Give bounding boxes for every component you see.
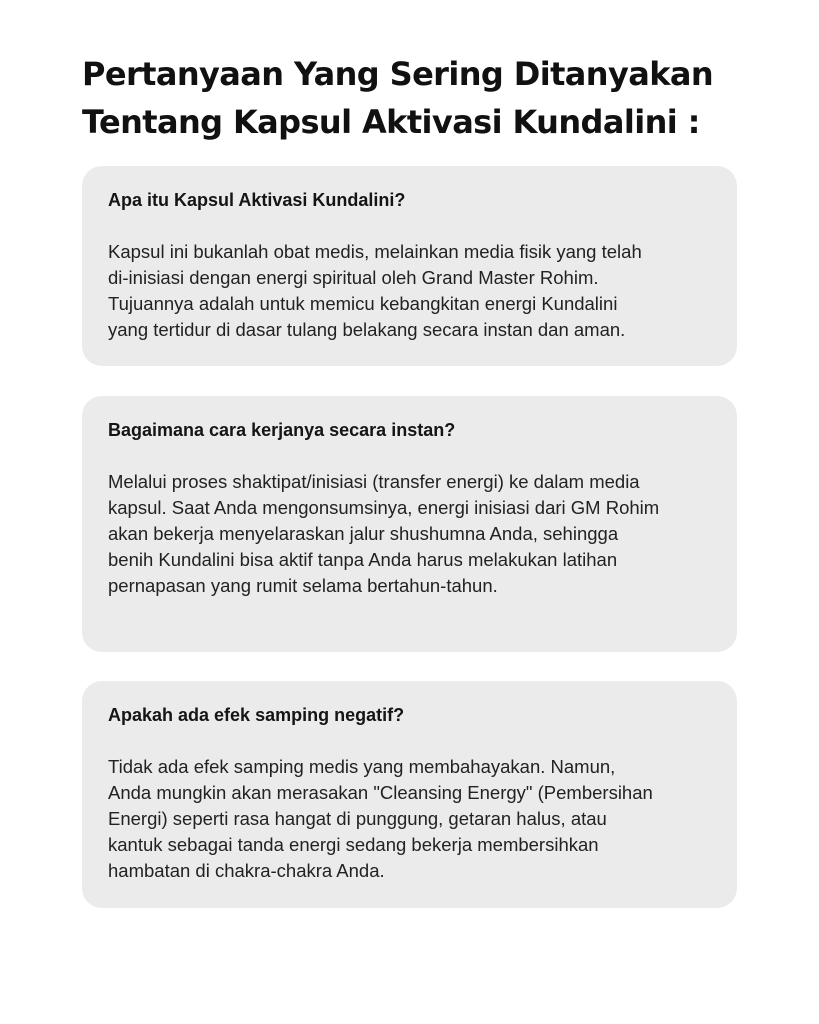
faq-answer-line: Energi) seperti rasa hangat di punggung, getaran halus, atau	[108, 808, 607, 829]
faq-answer-line: pernapasan yang rumit selama bertahun-tahun.	[108, 575, 498, 596]
faq-answer-line: kapsul. Saat Anda mengonsumsinya, energi inisiasi dari GM Rohim	[108, 497, 660, 518]
faq-answer-line: Anda mungkin akan merasakan "Cleansing Energy" (Pembersihan	[108, 782, 653, 803]
faq-answer-line: Kapsul ini bukanlah obat medis, melainkan media fisik yang telah	[108, 241, 642, 262]
faq-card	[82, 681, 737, 908]
faq-answer-line: yang tertidur di dasar tulang belakang secara instan dan aman.	[108, 319, 626, 340]
faq-card	[82, 396, 737, 652]
page-title-line: Tentang Kapsul Aktivasi Kundalini :	[82, 103, 700, 141]
page-title-line: Pertanyaan Yang Sering Ditanyakan	[82, 55, 714, 93]
faq-answer-line: Tidak ada efek samping medis yang membahayakan. Namun,	[108, 756, 616, 777]
faq-answer-line: Tujuannya adalah untuk memicu kebangkitan energi Kundalini	[108, 293, 618, 314]
faq-answer-line: akan bekerja menyelaraskan jalur shushumna Anda, sehingga	[108, 523, 619, 544]
faq-answer-line: hambatan di chakra-chakra Anda.	[108, 860, 385, 881]
faq-card	[82, 166, 737, 366]
faq-answer-line: kantuk sebagai tanda energi sedang bekerja membersihkan	[108, 834, 599, 855]
faq-answer-line: Melalui proses shaktipat/inisiasi (transfer energi) ke dalam media	[108, 471, 640, 492]
faq-answer	[108, 239, 642, 343]
faq-answer-line: benih Kundalini bisa aktif tanpa Anda harus melakukan latihan	[108, 549, 618, 570]
faq-question: Apa itu Kapsul Aktivasi Kundalini?	[108, 190, 406, 210]
faq-question: Bagaimana cara kerjanya secara instan?	[108, 420, 456, 440]
faq-answer	[108, 469, 659, 599]
page-title	[82, 50, 762, 146]
faq-question: Apakah ada efek samping negatif?	[108, 705, 405, 725]
faq-answer	[108, 754, 653, 884]
faq-answer-line: di-inisiasi dengan energi spiritual oleh Grand Master Rohim.	[108, 267, 599, 288]
